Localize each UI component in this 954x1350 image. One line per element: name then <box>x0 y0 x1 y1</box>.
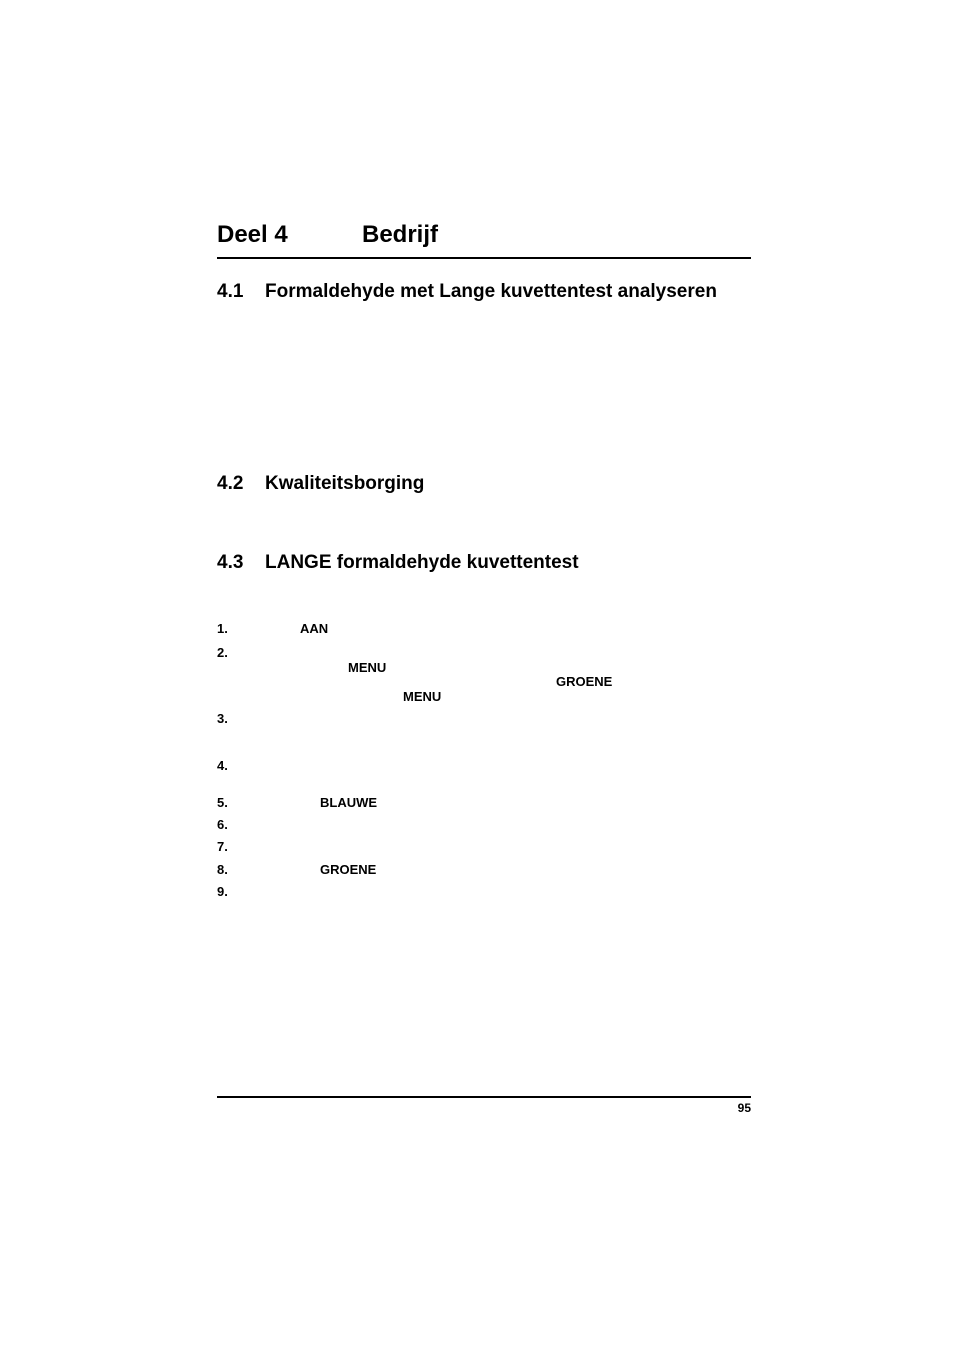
step-8-keyword-groene: GROENE <box>320 862 377 877</box>
step-5-keyword-blauwe: BLAUWE <box>320 795 378 810</box>
step-4-number: 4. <box>217 758 228 773</box>
step-1-keyword-aan: AAN <box>300 621 329 636</box>
step-2-keyword-menu-2: MENU <box>403 689 442 704</box>
section-4-1-title: Formaldehyde met Lange kuvettentest analyseren <box>265 281 717 302</box>
step-7-number: 7. <box>217 839 228 854</box>
step-8-number: 8. <box>217 862 228 877</box>
page-number: 95 <box>737 1101 751 1115</box>
section-4-3-title: LANGE formaldehyde kuvettentest <box>265 552 579 573</box>
chapter-title: Bedrijf <box>362 221 439 248</box>
section-4-1-number: 4.1 <box>217 281 244 302</box>
step-6-number: 6. <box>217 817 228 832</box>
step-3-number: 3. <box>217 711 228 726</box>
footer-divider <box>217 1096 751 1098</box>
section-4-2-number: 4.2 <box>217 473 244 494</box>
chapter-number: Deel 4 <box>217 221 288 248</box>
section-4-2-title: Kwaliteitsborging <box>265 473 425 494</box>
step-2-keyword-groene: GROENE <box>556 674 613 689</box>
step-9-number: 9. <box>217 884 228 899</box>
step-5-number: 5. <box>217 795 228 810</box>
step-2-keyword-menu: MENU <box>348 660 387 675</box>
chapter-divider <box>217 257 751 259</box>
step-2-number: 2. <box>217 645 228 660</box>
step-1-number: 1. <box>217 621 228 636</box>
section-4-3-number: 4.3 <box>217 552 244 573</box>
